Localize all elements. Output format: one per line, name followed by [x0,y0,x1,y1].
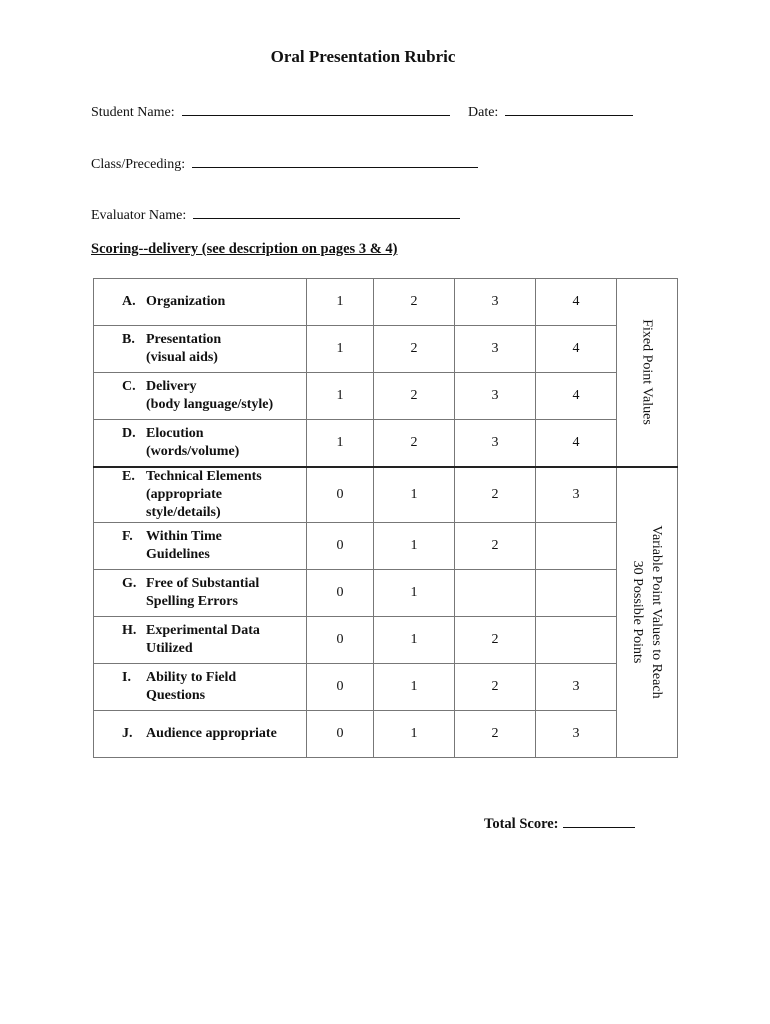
criterion-label: Ability to Field [146,670,237,685]
criterion-letter: A. [122,294,136,309]
score-cell[interactable]: 0 [307,467,374,523]
score-cell[interactable] [536,570,617,617]
score-cell[interactable]: 1 [374,467,455,523]
criterion-letter: H. [122,623,137,638]
table-row [94,617,678,664]
evaluator-field[interactable] [91,206,460,224]
fixed-point-text: Fixed Point Values [639,319,655,426]
score-cell[interactable]: 0 [307,664,374,711]
score-cell[interactable]: 3 [455,373,536,420]
student-name-label: Student Name: [91,105,175,120]
criterion-cell [94,570,307,617]
class-line[interactable] [192,155,478,168]
criterion-cell [94,664,307,711]
criterion-label: Experimental Data [146,623,260,638]
total-score-label: Total Score: [484,816,559,832]
criterion-label: Delivery [146,379,197,394]
criterion-cell [94,420,307,467]
date-label: Date: [468,105,499,120]
table-row [94,420,678,467]
criterion-letter: D. [122,425,136,441]
criterion-sublabel: (visual aids) [146,350,218,365]
score-cell[interactable]: 2 [455,617,536,664]
class-label: Class/Preceding: [91,157,186,172]
score-cell[interactable]: 1 [307,373,374,420]
score-cell[interactable]: 3 [455,326,536,373]
criterion-label: Technical Elements [146,468,262,484]
criterion-letter: G. [122,576,137,591]
variable-point-line-2: 30 Possible Points [630,560,645,664]
score-cell[interactable]: 4 [536,326,617,373]
criterion-sublabel: Guidelines [146,547,210,562]
student-name-field[interactable] [91,103,450,121]
score-cell[interactable]: 2 [455,664,536,711]
score-cell[interactable]: 0 [307,523,374,570]
evaluator-line[interactable] [193,206,460,219]
criterion-cell [94,279,307,326]
table-row [94,523,678,570]
criterion-sublabel: Questions [146,688,206,703]
criterion-letter: E. [122,468,135,484]
score-cell[interactable]: 1 [374,617,455,664]
score-cell[interactable]: 3 [536,711,617,758]
criterion-cell [94,467,307,523]
criterion-sublabel: (body language/style) [146,397,274,412]
criterion-sublabel: Utilized [146,641,193,656]
score-cell[interactable]: 2 [455,523,536,570]
variable-point-side-label [617,467,678,758]
criterion-sublabel: (appropriate [146,486,222,502]
table-row [94,570,678,617]
score-cell[interactable] [536,523,617,570]
criterion-label: Elocution [146,425,204,441]
score-cell[interactable]: 2 [374,326,455,373]
criterion-cell [94,523,307,570]
table-row [94,711,678,758]
score-cell[interactable] [455,570,536,617]
rubric-table [93,278,678,758]
scoring-heading: Scoring--delivery (see description on pages 3 & 4) [91,241,398,257]
score-cell[interactable]: 0 [307,570,374,617]
student-name-line[interactable] [182,103,450,116]
score-cell[interactable]: 4 [536,373,617,420]
criterion-cell [94,617,307,664]
score-cell[interactable]: 3 [455,279,536,326]
criterion-label: Audience appropriate [146,726,277,741]
table-row [94,279,678,326]
variable-point-line-1: Variable Point Values to Reach [649,525,664,699]
score-cell[interactable]: 2 [374,279,455,326]
score-cell[interactable]: 1 [307,279,374,326]
table-row [94,373,678,420]
score-cell[interactable]: 0 [307,711,374,758]
score-cell[interactable]: 1 [374,570,455,617]
criterion-letter: J. [122,726,133,741]
criterion-letter: C. [122,379,136,394]
score-cell[interactable]: 1 [374,523,455,570]
class-field[interactable] [91,155,478,173]
score-cell[interactable]: 1 [374,711,455,758]
evaluator-label: Evaluator Name: [91,208,187,223]
score-cell[interactable]: 2 [374,373,455,420]
table-row [94,664,678,711]
table-row [94,326,678,373]
score-cell[interactable]: 2 [374,420,455,467]
score-cell[interactable]: 4 [536,420,617,467]
score-cell[interactable]: 3 [455,420,536,467]
score-cell[interactable]: 1 [307,420,374,467]
criterion-label: Presentation [146,332,222,347]
score-cell[interactable]: 0 [307,617,374,664]
criterion-cell [94,711,307,758]
criterion-sublabel-2: style/details) [146,504,221,520]
fixed-point-side-label [617,279,678,467]
score-cell[interactable] [536,617,617,664]
criterion-sublabel: Spelling Errors [146,594,238,609]
score-cell[interactable]: 4 [536,279,617,326]
score-cell[interactable]: 3 [536,664,617,711]
date-field[interactable] [468,103,633,121]
criterion-cell [94,326,307,373]
variable-point-text [628,526,666,699]
criterion-cell [94,373,307,420]
total-score-field[interactable] [484,815,635,833]
date-line[interactable] [505,103,633,116]
score-cell[interactable]: 1 [307,326,374,373]
page-title: Oral Presentation Rubric [270,47,456,66]
criterion-sublabel: (words/volume) [146,443,240,459]
total-score-line[interactable] [563,815,635,828]
criterion-label: Free of Substantial [146,576,260,591]
table-row [94,467,678,523]
criterion-label: Organization [146,294,226,309]
score-cell[interactable]: 3 [536,467,617,523]
score-cell[interactable]: 1 [374,664,455,711]
criterion-label: Within Time [146,529,222,544]
score-cell[interactable]: 2 [455,467,536,523]
criterion-letter: F. [122,529,133,544]
criterion-letter: B. [122,332,135,347]
criterion-letter: I. [122,670,131,685]
score-cell[interactable]: 2 [455,711,536,758]
